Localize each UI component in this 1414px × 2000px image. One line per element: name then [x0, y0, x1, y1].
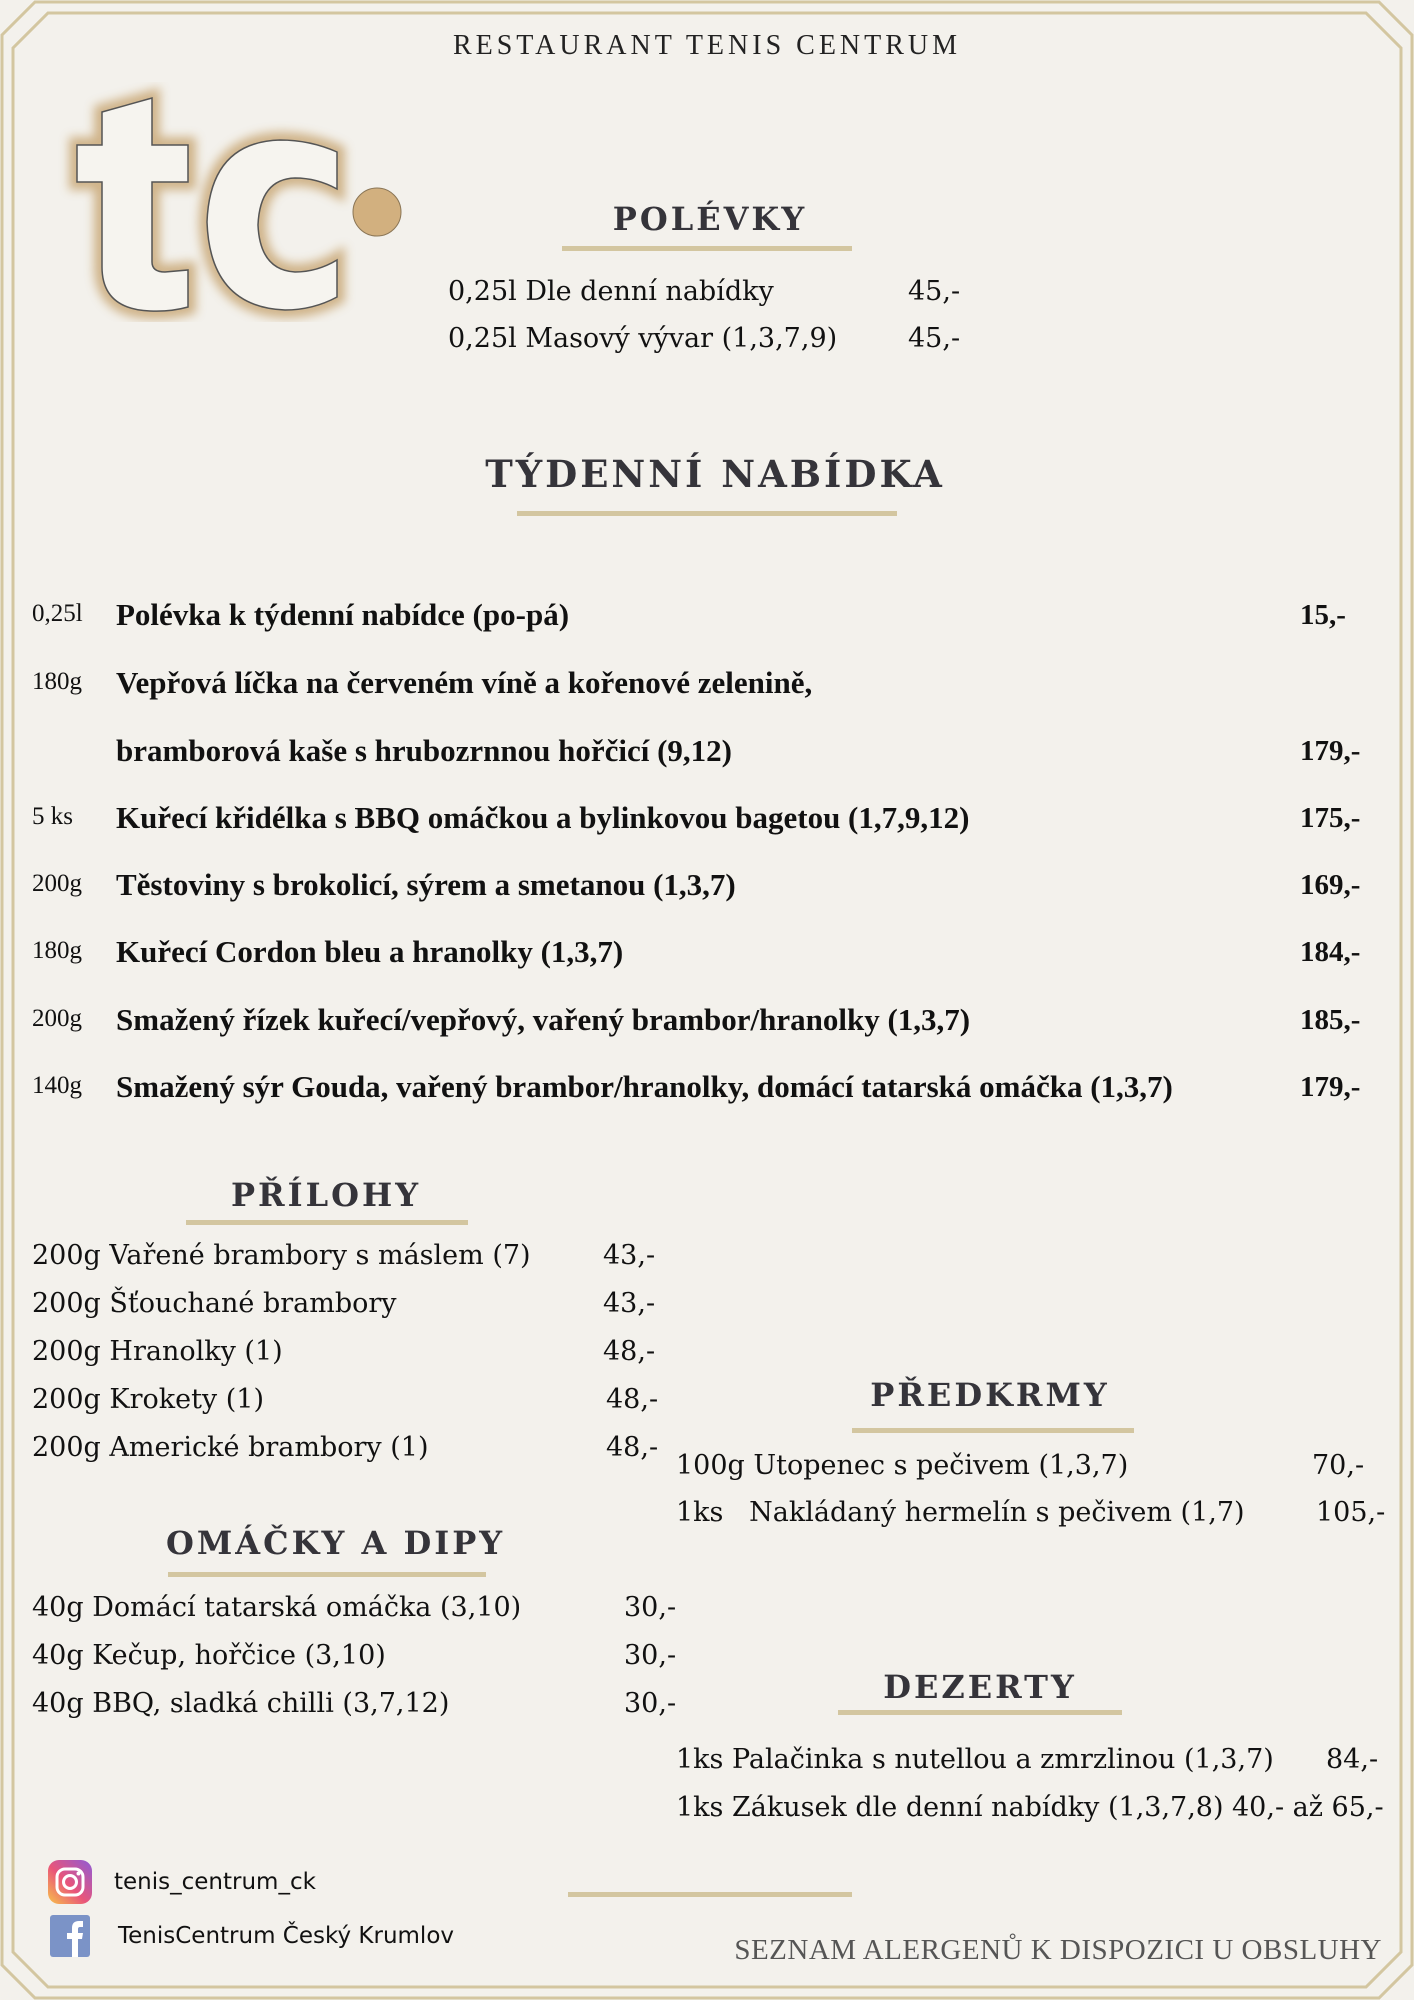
menu-item-price: 185,- — [1300, 1004, 1361, 1036]
menu-item-name: 0,25l Masový vývar (1,3,7,9) — [448, 323, 838, 354]
facebook-page-name: TenisCentrum Český Krumlov — [118, 1923, 455, 1949]
menu-item-name: 1ks Nakládaný hermelín s pečivem (1,7) — [676, 1497, 1245, 1528]
restaurant-title: RESTAURANT TENIS CENTRUM — [452, 30, 962, 61]
section-heading-omacky: OMÁČKY A DIPY — [166, 1524, 506, 1562]
heading-underline — [186, 1220, 468, 1225]
menu-item-price: 43,- — [603, 1240, 656, 1271]
menu-item-name: 0,25l Dle denní nabídky — [448, 276, 774, 307]
menu-item-price: 43,- — [603, 1288, 656, 1319]
menu-item-name: bramborová kaše s hrubozrnnou hořčicí (9,12) — [116, 733, 733, 768]
menu-item-name: Kuřecí Cordon bleu a hranolky (1,3,7) — [116, 934, 624, 969]
allergens-notice: SEZNAM ALERGENŮ K DISPOZICI U OBSLUHY — [734, 1934, 1382, 1966]
menu-item-price: 48,- — [603, 1336, 656, 1367]
menu-item-price: 45,- — [908, 276, 961, 307]
menu-item-name: Kuřecí křidélka s BBQ omáčkou a bylinkovou bagetou (1,7,9,12) — [116, 800, 970, 835]
section-heading-predkrmy: PŘEDKRMY — [870, 1376, 1110, 1414]
menu-item-price: 45,- — [908, 323, 961, 354]
footer-divider — [568, 1892, 852, 1897]
facebook-icon — [50, 1915, 90, 1957]
menu-item-name: Vepřová líčka na červeném víně a kořenové zelenině, — [116, 665, 813, 700]
menu-item-name: 200g Vařené brambory s máslem (7) — [32, 1240, 531, 1271]
section-heading-tydenni: TÝDENNÍ NABÍDKA — [485, 452, 945, 496]
menu-item-price: 105,- — [1316, 1497, 1386, 1528]
instagram-handle: tenis_centrum_ck — [114, 1869, 316, 1895]
menu-item-price: 40,- až 65,- — [1232, 1792, 1384, 1823]
menu-item-name: 200g Šťouchané brambory — [32, 1288, 397, 1319]
instagram-icon — [48, 1860, 92, 1904]
menu-item-name: Těstoviny s brokolicí, sýrem a smetanou (1,3,7) — [116, 867, 736, 902]
menu-item-price: 15,- — [1300, 599, 1346, 631]
menu-item-name: 1ks Palačinka s nutellou a zmrzlinou (1,3,7) — [676, 1744, 1274, 1775]
menu-item-price: 48,- — [606, 1432, 659, 1463]
section-heading-polevky: POLÉVKY — [612, 200, 808, 238]
menu-item-name: 40g Kečup, hořčice (3,10) — [32, 1640, 386, 1671]
tc-logo — [55, 82, 415, 322]
menu-item-price: 169,- — [1300, 869, 1361, 901]
menu-item-name: Smažený sýr Gouda, vařený brambor/hranolky, domácí tatarská omáčka (1,3,7) — [116, 1069, 1173, 1104]
heading-underline — [517, 511, 897, 516]
item-quantity: 180g — [32, 937, 82, 964]
menu-item-name: 200g Krokety (1) — [32, 1384, 265, 1415]
menu-item-price: 179,- — [1300, 735, 1361, 767]
heading-underline — [168, 1572, 486, 1577]
instagram-link[interactable] — [48, 1860, 316, 1904]
menu-item-name: 1ks Zákusek dle denní nabídky (1,3,7,8) — [676, 1792, 1224, 1823]
menu-item-price: 48,- — [606, 1384, 659, 1415]
menu-item-name: 200g Hranolky (1) — [32, 1336, 283, 1367]
section-heading-prilohy: PŘÍLOHY — [230, 1176, 422, 1214]
heading-underline — [852, 1428, 1134, 1433]
menu-item-name: 200g Americké brambory (1) — [32, 1432, 429, 1463]
item-quantity: 180g — [32, 668, 82, 695]
menu-item-price: 175,- — [1300, 802, 1361, 834]
menu-item-name: 40g Domácí tatarská omáčka (3,10) — [32, 1592, 522, 1623]
menu-item-price: 30,- — [624, 1688, 677, 1719]
facebook-link[interactable] — [50, 1915, 454, 1957]
menu-item-price: 184,- — [1300, 936, 1361, 968]
menu-item-price: 30,- — [624, 1640, 677, 1671]
heading-underline — [562, 246, 852, 251]
heading-underline — [838, 1710, 1122, 1715]
menu-item-price: 70,- — [1312, 1450, 1365, 1481]
item-quantity: 0,25l — [32, 600, 83, 627]
section-heading-dezerty: DEZERTY — [883, 1668, 1077, 1706]
menu-item-name: Polévka k týdenní nabídce (po-pá) — [116, 597, 570, 632]
item-quantity: 200g — [32, 1005, 82, 1032]
item-quantity: 5 ks — [32, 803, 73, 830]
menu-item-name: 40g BBQ, sladká chilli (3,7,12) — [32, 1688, 450, 1719]
menu-item-name: 100g Utopenec s pečivem (1,3,7) — [676, 1450, 1129, 1481]
menu-item-name: Smažený řízek kuřecí/vepřový, vařený brambor/hranolky (1,3,7) — [116, 1002, 971, 1037]
menu-item-price: 84,- — [1326, 1744, 1379, 1775]
menu-item-price: 30,- — [624, 1592, 677, 1623]
item-quantity: 200g — [32, 870, 82, 897]
item-quantity: 140g — [32, 1072, 82, 1099]
menu-item-price: 179,- — [1300, 1071, 1361, 1103]
